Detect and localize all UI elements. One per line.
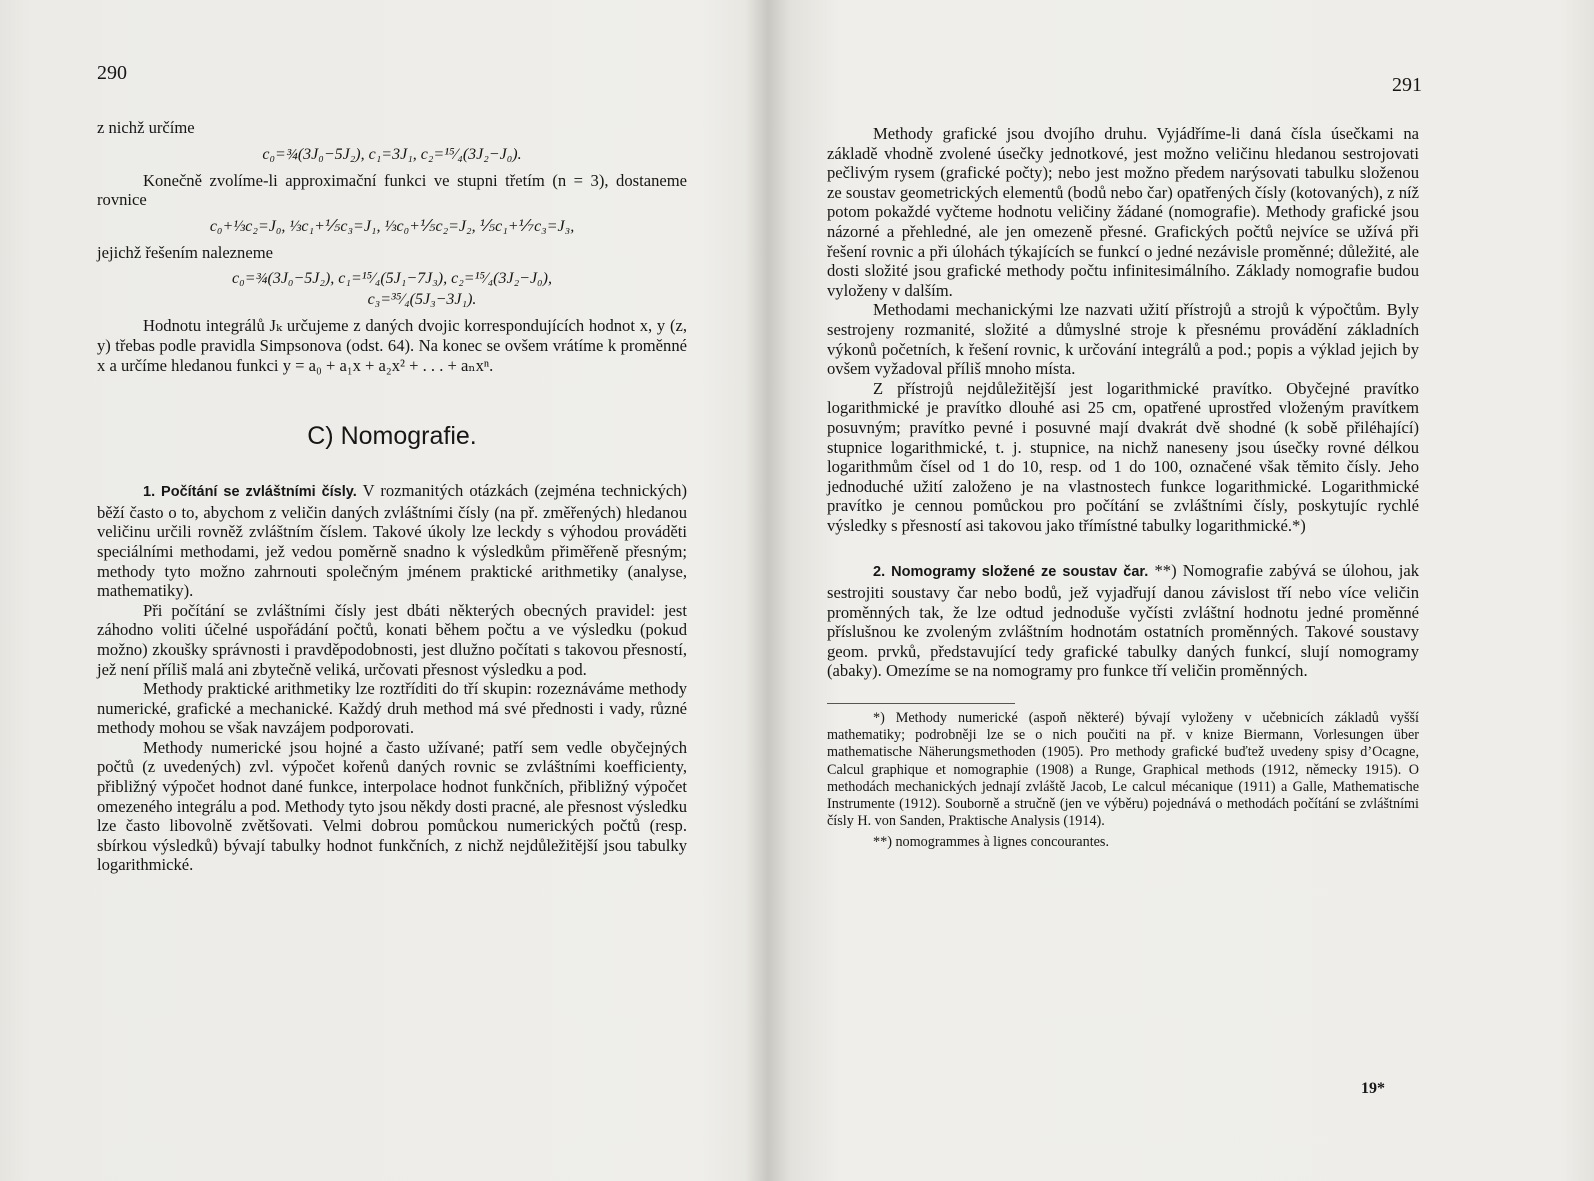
paragraph-approximation: Konečně zvolíme-li approximační funkci ve stupni třetím (n = 3), dostaneme rovnice xyxy=(97,170,687,210)
signature-mark: 19* xyxy=(1361,1080,1385,1097)
page-number-right: 291 xyxy=(1392,74,1422,96)
footnote-1: *) Methody numerické (aspoň některé) bývají vyloženy v učebnicích základů vyšší mathematiky; podrobněji lze se o nich poučiti na př. v knize Biermann, Vorlesungen über mathematische Näherungsmethoden (1905). Pro methody grafické buďtež uvedeny spisy d’Ocagne, Calcul graphique et nomographie (1908) a Runge, Graphical methods (1912, německy 1915). O methodách mechanických jednají zvláště Jacob, Le calcul mécanique (1911) a Galle, Mathematische Instrumente (1912). Souborně a stručně (jen ve výběru) pojednává o methodách počítání se zvláštními čísly H. von Sanden, Praktische Analysis (1914). xyxy=(827,710,1419,830)
left-page xyxy=(0,0,770,1181)
paragraph-graphic: Methody grafické jsou dvojího druhu. Vyjádříme-li daná čísla úsečkami na základě vhodně zvolené úsečky jednotkové, jest možno veličinu hledanou sestrojovati pečlivým rysem (grafické počty); nebo jest možno předem narýsovati tabulku složenou ze soustav geometrických elementů (bodů nebo čar) opatřených čísly (kotovaných), z níž potom pokaždé vyčteme hodnotu veličiny žádané (nomografie). Methody grafické jsou názorné a přehledné, ale jen omezeně přesné. Grafických počtů nejvíce se užívá při řešení rovnic a při úlohách týkajících se funkcí o jedné nezávisle proměnné; důležité, ale dosti složité jsou grafické methody počtu infinitesimálního. Základy nomografie budou vyloženy v dalším. xyxy=(827,124,1419,300)
paragraph-mechanic: Methodami mechanickými lze nazvati užití přístrojů a strojů k výpočtům. Byly sestrojeny rozmanité, složité a důmyslné stroje k přesnému provádění základních výkonů početních, k řešení rovnic, k určování integrálů a pod.; popis a výklad jejich by ovšem vyžadoval příliš mnoho místa. xyxy=(827,300,1419,379)
section-2-text: **) Nomografie zabývá se úlohou, jak sestrojiti soustavy čar nebo bodů, jež vyjadřují danou závislost tří nebo více veličin proměnných tak, že lze odtud jednoduše vyčísti zvláštní hodnotu jedné proměnné příslušnou ke zvoleným zvláštním hodnotám ostatních proměnných. Takové soustavy geom. prvků, představující tedy grafické tabulky daných funkcí, slují nomogramy (abaky). Omezíme se na nomogramy pro funkce tří veličin proměnných. xyxy=(827,561,1419,681)
section-1-text: V rozmanitých otázkách (zejména technických) běží často o to, abychom z veličin daných zvláštními čísly (na př. změřených) hledanou veličinu určili rovněž zvláštním číslem. Takové úkoly lze leckdy s výhodou prováděti speciálními methodami, jež vedou poměrně snadno k výsledkům přiměřeně přesným; methody tyto možno zahrnouti společným jménem praktické arithmetiky (analyse, mathematiky). xyxy=(97,481,688,601)
left-text-block xyxy=(97,118,687,875)
paragraph-slide-rule: Z přístrojů nejdůležitější jest logarithmické pravítko. Obyčejné pravítko logarithmické je pravítko dlouhé asi 25 cm, opatřené uprostřed vloženým pravítkem posuvným; pravítko pevné i posuvné mají dvakrát dvě shodné (k sobě přiléhající) stupnice logarithmické, t. j. stupnice, na nichž naneseny jsou úsečky rovné délkou logarithmům čísel od 1 do 10, resp. od 1 do 100, označené však těmito čísly. Jeho jednoduché užití založeno je na vlastnostech funkce logarithmické. Logarithmické pravítko je cennou pomůckou pro počítání se zvláštními čísly, poskytujíc rychlé výsledky s přesností asi takovou jako třímístné tabulky logarithmické.*) xyxy=(827,378,1419,535)
right-text-block xyxy=(827,124,1419,852)
paragraph-integrals: Hodnotu integrálů Jₖ určujeme z daných dvojic korrespondujících hodnot x, y (z, y) třebas podle pravidla Simpsonova (odst. 64). Na konec se ovšem vrátíme k proměnné x a určíme hledanou funkci y = a₀ + a₁x + a₂x² + . . . + aₙxⁿ. xyxy=(97,316,687,375)
formula-3b: c₃=³⁵⁄₄(5J₃−3J₁). xyxy=(367,291,477,309)
footnote-rule xyxy=(827,703,1015,704)
paragraph-rules: Při počítání se zvláštními čísly jest dbáti některých obecných pravidel: jest záhodno voliti účelné uspořádání počtů, konati během počtu a ve výsledku (pokud možno) zkoušky správnosti i pravděpodobnosti, jest dlužno počítati s takovou přesností, jež není příliš malá ani zbytečně veliká, určovati přesnost výsledku a pod. xyxy=(97,600,687,679)
page-number-left: 290 xyxy=(97,62,127,84)
formula-1: c₀=¾(3J₀−5J₂), c₁=3J₁, c₂=¹⁵⁄₄(3J₂−J₀). xyxy=(262,145,522,163)
intro-line: z nichž určíme xyxy=(97,118,195,137)
paragraph-groups: Methody praktické arithmetiky lze roztříditi do tří skupin: rozeznáváme methody numerické, grafické a mechanické. Každý druh method má své přednosti i vady, různé methody mohou se však navzájem podporovati. xyxy=(97,679,687,738)
section-title: C) Nomografie. xyxy=(307,422,477,451)
paragraph-numeric: Methody numerické jsou hojné a často užívané; patří sem vedle obyčejných počtů (z uvedených) zvl. výpočet kořenů daných rovnic se zvláštními koefficienty, přibližný výpočet hodnot dané funkce, interpolace hodnot funkčních, přibližný výpočet omezeného integrálu a pod. Methody tyto jsou někdy dosti pracné, ale přesnost výsledku lze často libovolně zvětšovati. Velmi dobrou pomůckou numerických počtů (resp. sbírkou výsledků) bývají tabulky hodnot funkčních, z nichž nejdůležitější jsou tabulky logarithmické. xyxy=(97,737,687,875)
formula-2: c₀+⅓c₂=J₀, ⅓c₁+⅕c₃=J₁, ⅓c₀+⅕c₂=J₂, ⅕c₁+⅐c₃=J₃, xyxy=(209,217,575,235)
footnote-2: **) nomogrammes à lignes concourantes. xyxy=(873,834,1109,851)
section-2-heading: 2. Nomogramy složené ze soustav čar. xyxy=(873,564,1149,581)
paragraph-section-2 xyxy=(827,561,1419,681)
section-1-heading: 1. Počítání se zvláštními čísly. xyxy=(143,484,357,501)
paragraph-solution: jejichž řešením nalezneme xyxy=(97,242,273,262)
paragraph-section-1 xyxy=(97,481,687,601)
right-page xyxy=(775,0,1594,1181)
formula-3a: c₀=¾(3J₀−5J₂), c₁=¹⁵⁄₄(5J₁−7J₃), c₂=¹⁵⁄₄(3J₂−J₀), xyxy=(232,270,552,288)
